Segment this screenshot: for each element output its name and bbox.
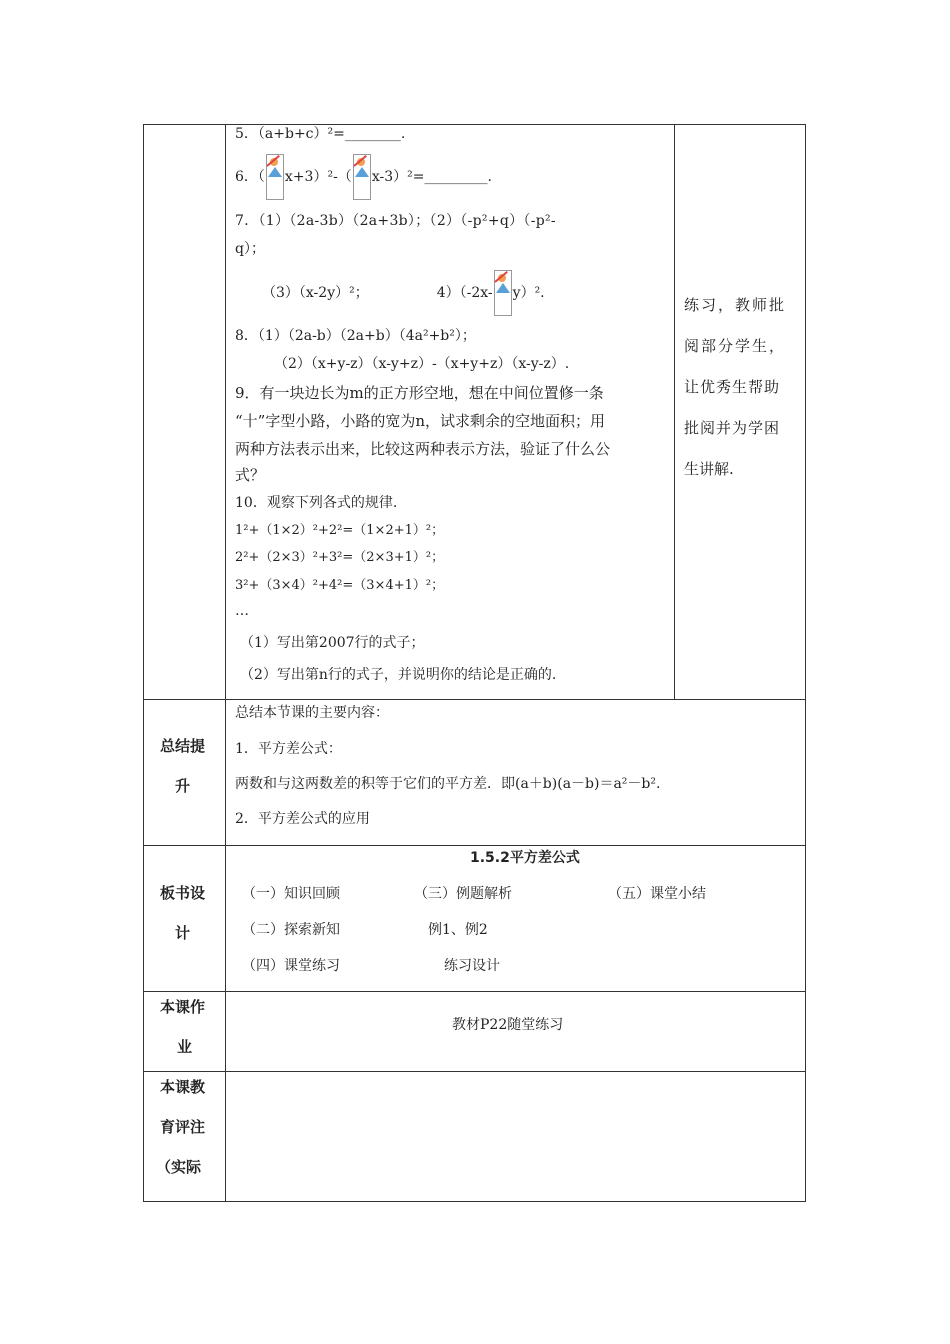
exercise-10-line7: （2）写出第n行的式子，并说明你的结论是正确的. (240, 667, 557, 683)
board-item: 练习设计 (444, 958, 500, 974)
exercise-6 (235, 152, 492, 202)
review-label-line: 本课教 (160, 1078, 206, 1096)
row-divider (143, 1071, 806, 1072)
board-label (160, 882, 220, 952)
exercise-9-line4: 式？ (235, 466, 266, 484)
teacher-note-line: 让优秀生帮助 (684, 378, 781, 396)
summary-label (160, 735, 220, 805)
exercise-10-line5: … (235, 603, 249, 619)
exercise-10-line4: 3²+（3×4）²+4²=（3×4+1）²； (235, 578, 445, 593)
summary-label-line: 升 (175, 777, 191, 795)
broken-image-icon (353, 154, 371, 200)
teacher-note-line: 生讲解. (684, 460, 734, 478)
review-label-line: （实际 (156, 1158, 202, 1176)
exercise-9-line1: 9．有一块边长为m的正方形空地，想在中间位置修一条 (235, 384, 604, 402)
exercise-7-line1: 7．（1）（2a-3b）（2a+3b）；（2）（-p²+q）（-p²- (235, 213, 556, 229)
exercise-10-line6: （1）写出第2007行的式子； (240, 635, 425, 651)
review-label-line: 育评注 (160, 1118, 206, 1136)
board-label-line: 计 (175, 924, 191, 942)
exercise-6-part-a: 6．（ (235, 169, 265, 185)
summary-label-line: 总结提 (160, 737, 206, 755)
homework-content: 教材P22随堂练习 (452, 1017, 564, 1033)
board-item: （一）知识回顾 (242, 886, 340, 902)
exercise-10-line1: 10．观察下列各式的规律. (235, 495, 398, 511)
exercise-5: 5．（a+b+c）²=________. (235, 126, 406, 142)
homework-label (160, 996, 220, 1066)
teacher-note-line: 练习，教师批 (684, 296, 787, 314)
exercise-7-line3 (262, 268, 545, 318)
teacher-note-line: 阅部分学生， (684, 337, 787, 355)
exercise-6-part-b: x+3）²-（ (284, 169, 352, 185)
board-item: （二）探索新知 (242, 922, 340, 938)
exercise-6-part-c: x-3）²=_________. (371, 169, 492, 185)
broken-image-icon (494, 270, 512, 316)
exercise-7-part4b: y）². (512, 285, 545, 301)
column-divider (225, 124, 226, 1202)
board-item: （三）例题解析 (414, 886, 512, 902)
board-item: （五）课堂小结 (608, 886, 706, 902)
summary-intro: 总结本节课的主要内容： (235, 705, 389, 721)
exercise-7-line2: q）； (235, 241, 265, 257)
column-divider-right (674, 124, 675, 699)
exercise-10-line2: 1²+（1×2）²+2²=（1×2+1）²； (235, 523, 445, 538)
homework-label-line: 本课作 (160, 998, 206, 1016)
row-divider (143, 845, 806, 846)
teacher-note-line: 批阅并为学困 (684, 419, 781, 437)
row-divider (143, 699, 806, 700)
exercise-9-line2: “十”字型小路，小路的宽为n，试求剩余的空地面积；用 (235, 412, 605, 430)
broken-image-icon (266, 154, 284, 200)
exercise-8-line2: （2）（x+y-z）（x-y+z）-（x+y+z）（x-y-z）. (274, 356, 570, 372)
review-label (156, 1076, 220, 1196)
board-title: 1.5.2平方差公式 (470, 850, 580, 866)
summary-point-2: 2．平方差公式的应用 (235, 811, 370, 827)
board-item: （四）课堂练习 (242, 958, 340, 974)
summary-formula: 两数和与这两数差的积等于它们的平方差．即(a＋b)(a－b)＝a²－b². (235, 776, 661, 792)
homework-label-line: 业 (177, 1038, 193, 1056)
teacher-note (684, 285, 800, 490)
exercise-9-line3: 两种方法表示出来，比较这两种表示方法，验证了什么公 (235, 440, 611, 458)
row-divider (143, 991, 806, 992)
board-item: 例1、例2 (428, 922, 488, 938)
exercise-8-line1: 8．（1）（2a-b）（2a+b）（4a²+b²）； (235, 328, 476, 344)
summary-point-1: 1．平方差公式： (235, 741, 342, 757)
board-label-line: 板书设 (160, 884, 206, 902)
exercise-10-line3: 2²+（2×3）²+3²=（2×3+1）²； (235, 550, 445, 565)
exercise-7-part3: （3）（x-2y）²； (262, 285, 369, 301)
exercise-7-part4a: 4）（-2x- (436, 285, 493, 301)
